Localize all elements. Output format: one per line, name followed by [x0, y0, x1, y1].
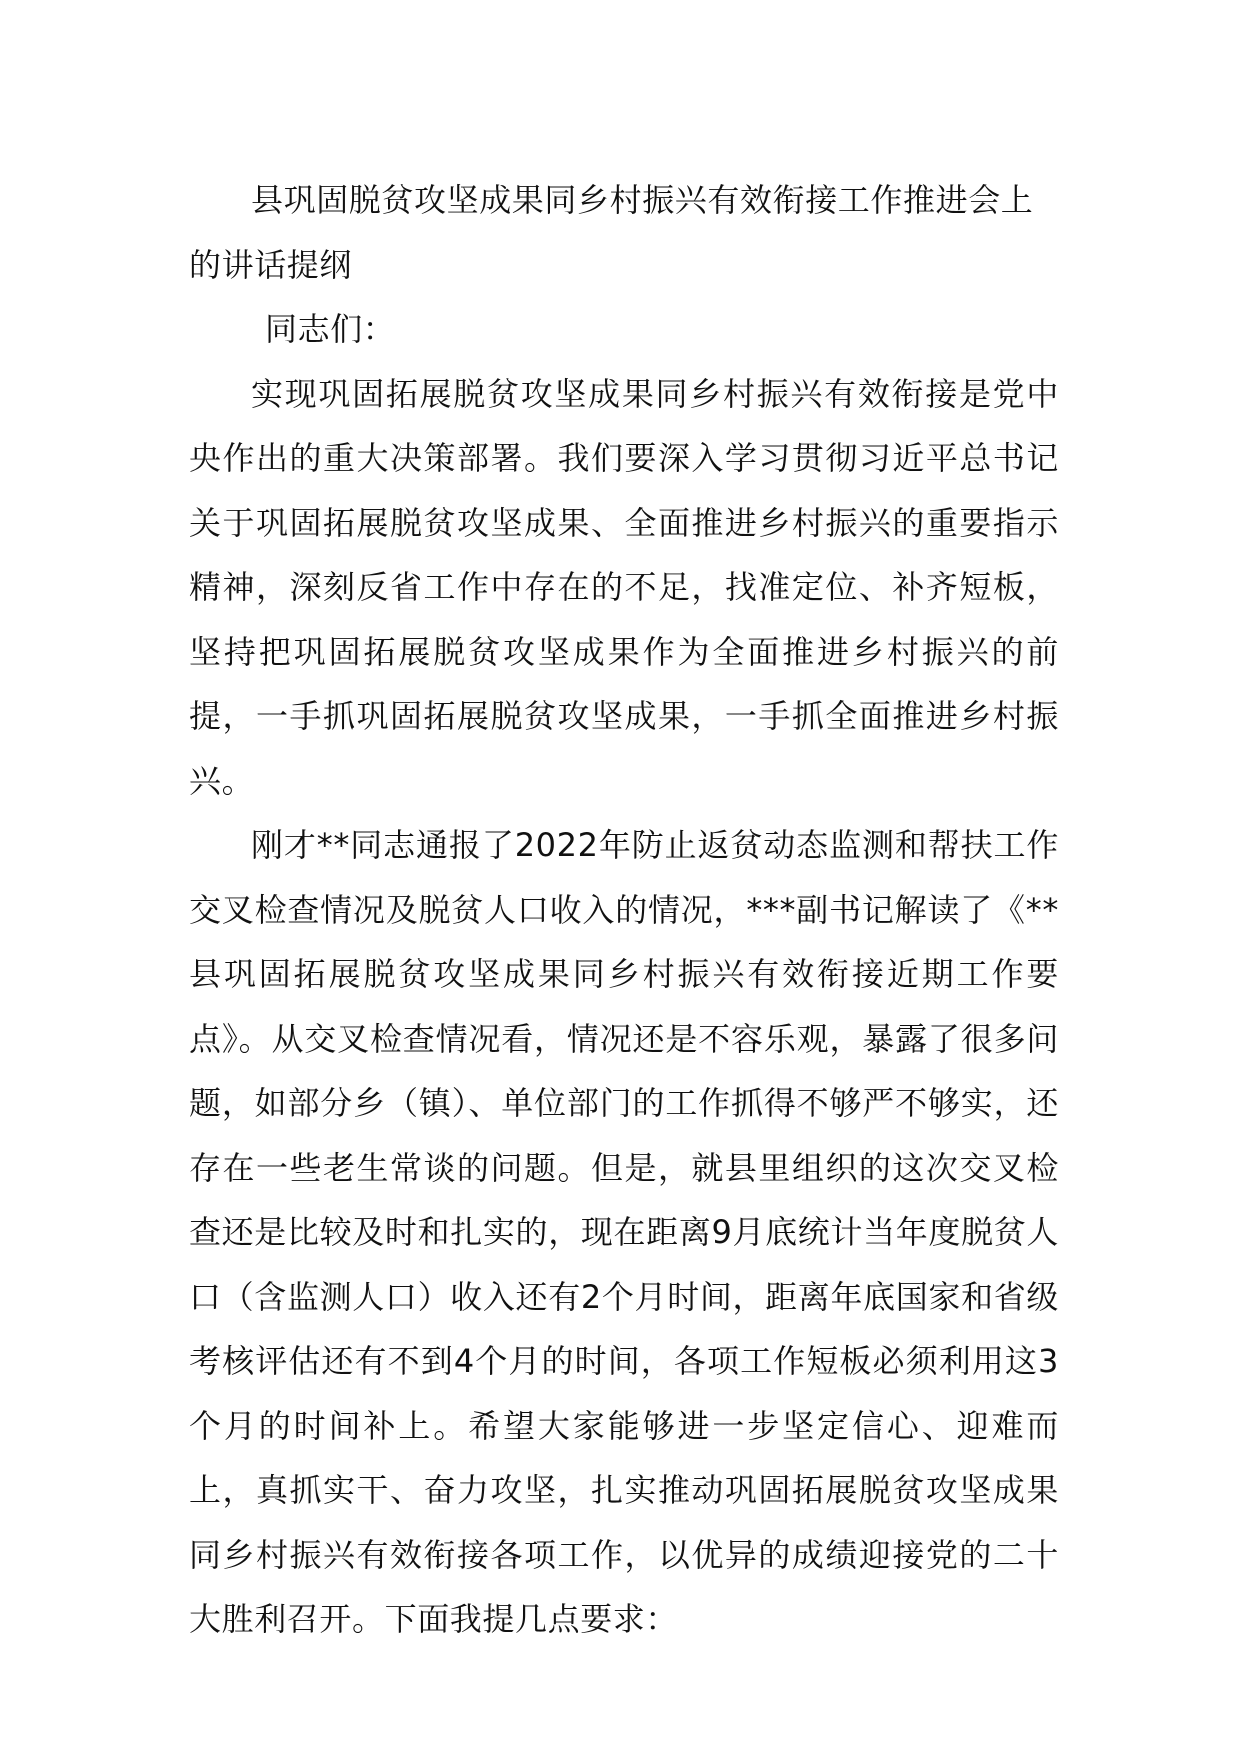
document-body [189, 168, 1059, 1652]
greeting: 同志们： [265, 310, 396, 348]
paragraph-1: 实现巩固拓展脱贫攻坚成果同乡村振兴有效衔接是党中央作出的重大决策部署。我们要深入学习贯彻习近平总书记关于巩固拓展脱贫攻坚成果、全面推进乡村振兴的重要指示精神，深刻反省工作中存在的不足，找准定位、补齐短板，坚持把巩固拓展脱贫攻坚成果作为全面推进乡村振兴的前提，一手抓巩固拓展脱贫攻坚成果，一手抓全面推进乡村振兴。 [189, 374, 1059, 800]
paragraph-2: 刚才**同志通报了2022年防止返贫动态监测和帮扶工作交叉检查情况及脱贫人口收入的情况，***副书记解读了《**县巩固拓展脱贫攻坚成果同乡村振兴有效衔接近期工作要点》。从交叉检查情况看，情况还是不容乐观，暴露了很多问题，如部分乡（镇）、单位部门的工作抓得不够严不够实，还存在一些老生常谈的问题。但是，就县里组织的这次交叉检查还是比较及时和扎实的，现在距离9月底统计当年度脱贫人口（含监测人口）收入还有2个月时间，距离年底国家和省级考核评估还有不到4个月的时间，各项工作短板必须利用这3个月的时间补上。希望大家能够进一步坚定信心、迎难而上，真抓实干、奋力攻坚，扎实推动巩固拓展脱贫攻坚成果同乡村振兴有效衔接各项工作，以优异的成绩迎接党的二十大胜利召开。下面我提几点要求： [189, 826, 1059, 1638]
document-title: 县巩固脱贫攻坚成果同乡村振兴有效衔接工作推进会上的讲话提纲 [189, 181, 1034, 284]
